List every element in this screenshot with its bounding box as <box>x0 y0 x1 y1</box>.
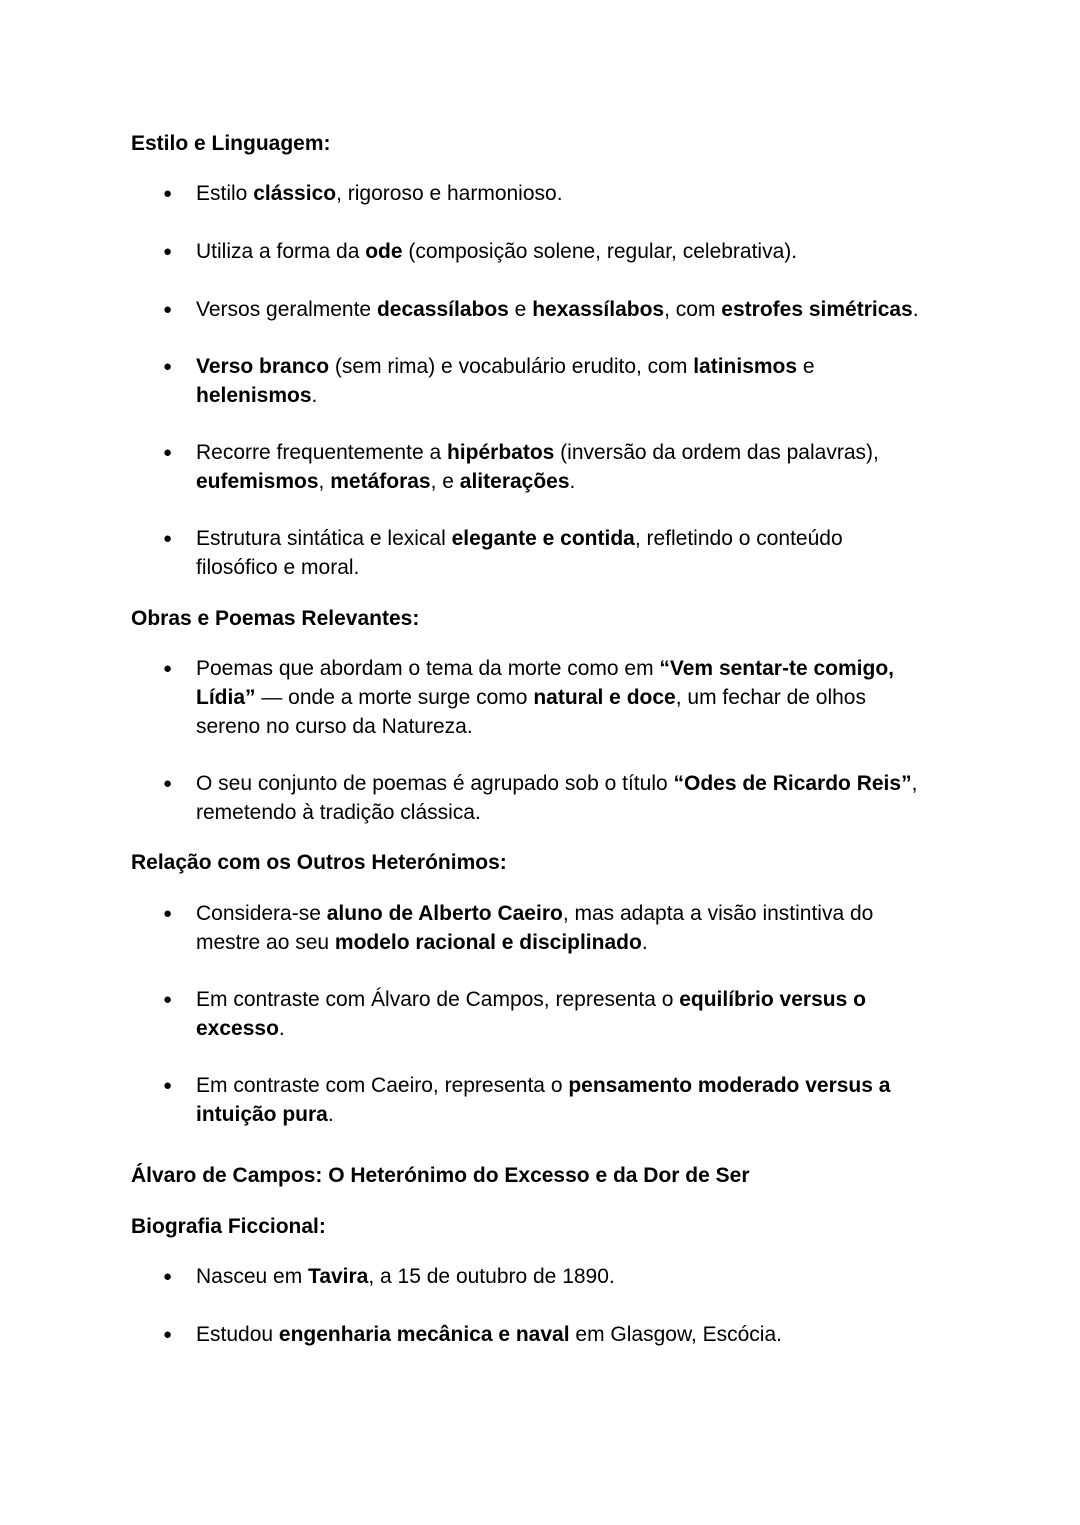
bold-text: clássico <box>253 182 337 205</box>
bullet-icon: ● <box>163 905 173 922</box>
list-item: ● Recorre frequentemente a hipérbatos (inversão da ordem das palavras), eufemismos, metáforas, e aliterações. <box>196 438 956 496</box>
list-item: ● Verso branco (sem rima) e vocabulário erudito, com latinismos e helenismos. <box>196 352 956 410</box>
bold-text: aliterações <box>459 470 570 493</box>
bullet-icon: ● <box>163 301 173 318</box>
bold-text: ode <box>365 240 403 263</box>
bold-text: pensamento moderado versus a <box>568 1074 891 1097</box>
bold-text: eufemismos <box>196 470 319 493</box>
bullet-icon: ● <box>163 660 173 677</box>
bold-text: engenharia mecânica e naval <box>278 1323 570 1346</box>
list-item: ● Em contraste com Álvaro de Campos, representa o equilíbrio versus o excesso. <box>196 985 956 1043</box>
bold-text: hipérbatos <box>446 441 555 464</box>
bold-text: intuição pura <box>196 1103 328 1126</box>
section-heading: Estilo e Linguagem: <box>131 132 331 155</box>
bullet-icon: ● <box>163 185 173 202</box>
list-item: ● Em contraste com Caeiro, representa o pensamento moderado versus a intuição pura. <box>196 1071 956 1129</box>
bullet-icon: ● <box>163 1077 173 1094</box>
bullet-icon: ● <box>163 991 173 1008</box>
list-item: ● Poemas que abordam o tema da morte como em “Vem sentar-te comigo, Lídia” — onde a morte surge como natural e doce, um fechar de olhos sereno no curso da Natureza. <box>196 654 956 741</box>
list-item: ● Versos geralmente decassílabos e hexassílabos, com estrofes simétricas. <box>196 295 956 324</box>
bold-text: latinismos <box>693 355 798 378</box>
bullet-icon: ● <box>163 1326 173 1343</box>
list-item: ● Estilo clássico, rigoroso e harmonioso. <box>196 179 956 208</box>
list-item: ● Considera-se aluno de Alberto Caeiro, mas adapta a visão instintiva do mestre ao seu modelo racional e disciplinado. <box>196 899 956 957</box>
bold-text: Tavira <box>308 1265 369 1288</box>
bold-text: decassílabos <box>376 298 509 321</box>
section-heading: Biografia Ficcional: <box>131 1215 326 1238</box>
bullet-icon: ● <box>163 775 173 792</box>
bullet-icon: ● <box>163 444 173 461</box>
bold-text: modelo racional e disciplinado <box>334 931 642 954</box>
bold-text: Lídia” <box>196 686 256 709</box>
bullet-icon: ● <box>163 530 173 547</box>
bold-text: “Vem sentar-te comigo, <box>659 657 894 680</box>
list-item: ● Nasceu em Tavira, a 15 de outubro de 1890. <box>196 1262 956 1291</box>
bold-text: equilíbrio versus o <box>679 988 866 1011</box>
bold-text: Verso branco <box>196 355 330 378</box>
list-item: ● Estudou engenharia mecânica e naval em Glasgow, Escócia. <box>196 1320 956 1349</box>
bold-text: estrofes simétricas <box>721 298 913 321</box>
list-item: ● Estrutura sintática e lexical elegante e contida, refletindo o conteúdo filosófico e moral. <box>196 524 956 582</box>
bold-text: excesso <box>196 1017 279 1040</box>
bullet-icon: ● <box>163 358 173 375</box>
bold-text: elegante e contida <box>451 527 635 550</box>
bold-text: metáforas <box>330 470 431 493</box>
bullet-icon: ● <box>163 243 173 260</box>
list-item: ● O seu conjunto de poemas é agrupado sob o título “Odes de Ricardo Reis”, remetendo à tradição clássica. <box>196 769 956 827</box>
section-heading: Relação com os Outros Heterónimos: <box>131 851 507 874</box>
bold-text: hexassílabos <box>532 298 665 321</box>
list-item: ● Utiliza a forma da ode (composição solene, regular, celebrativa). <box>196 237 956 266</box>
bullet-icon: ● <box>163 1268 173 1285</box>
section-heading: Álvaro de Campos: O Heterónimo do Excesso e da Dor de Ser <box>131 1164 750 1187</box>
bold-text: helenismos <box>196 384 312 407</box>
bold-text: natural e doce <box>533 686 676 709</box>
section-heading: Obras e Poemas Relevantes: <box>131 607 420 630</box>
bold-text: aluno de Alberto Caeiro <box>326 902 563 925</box>
bold-text: “Odes de Ricardo Reis” <box>673 772 912 795</box>
